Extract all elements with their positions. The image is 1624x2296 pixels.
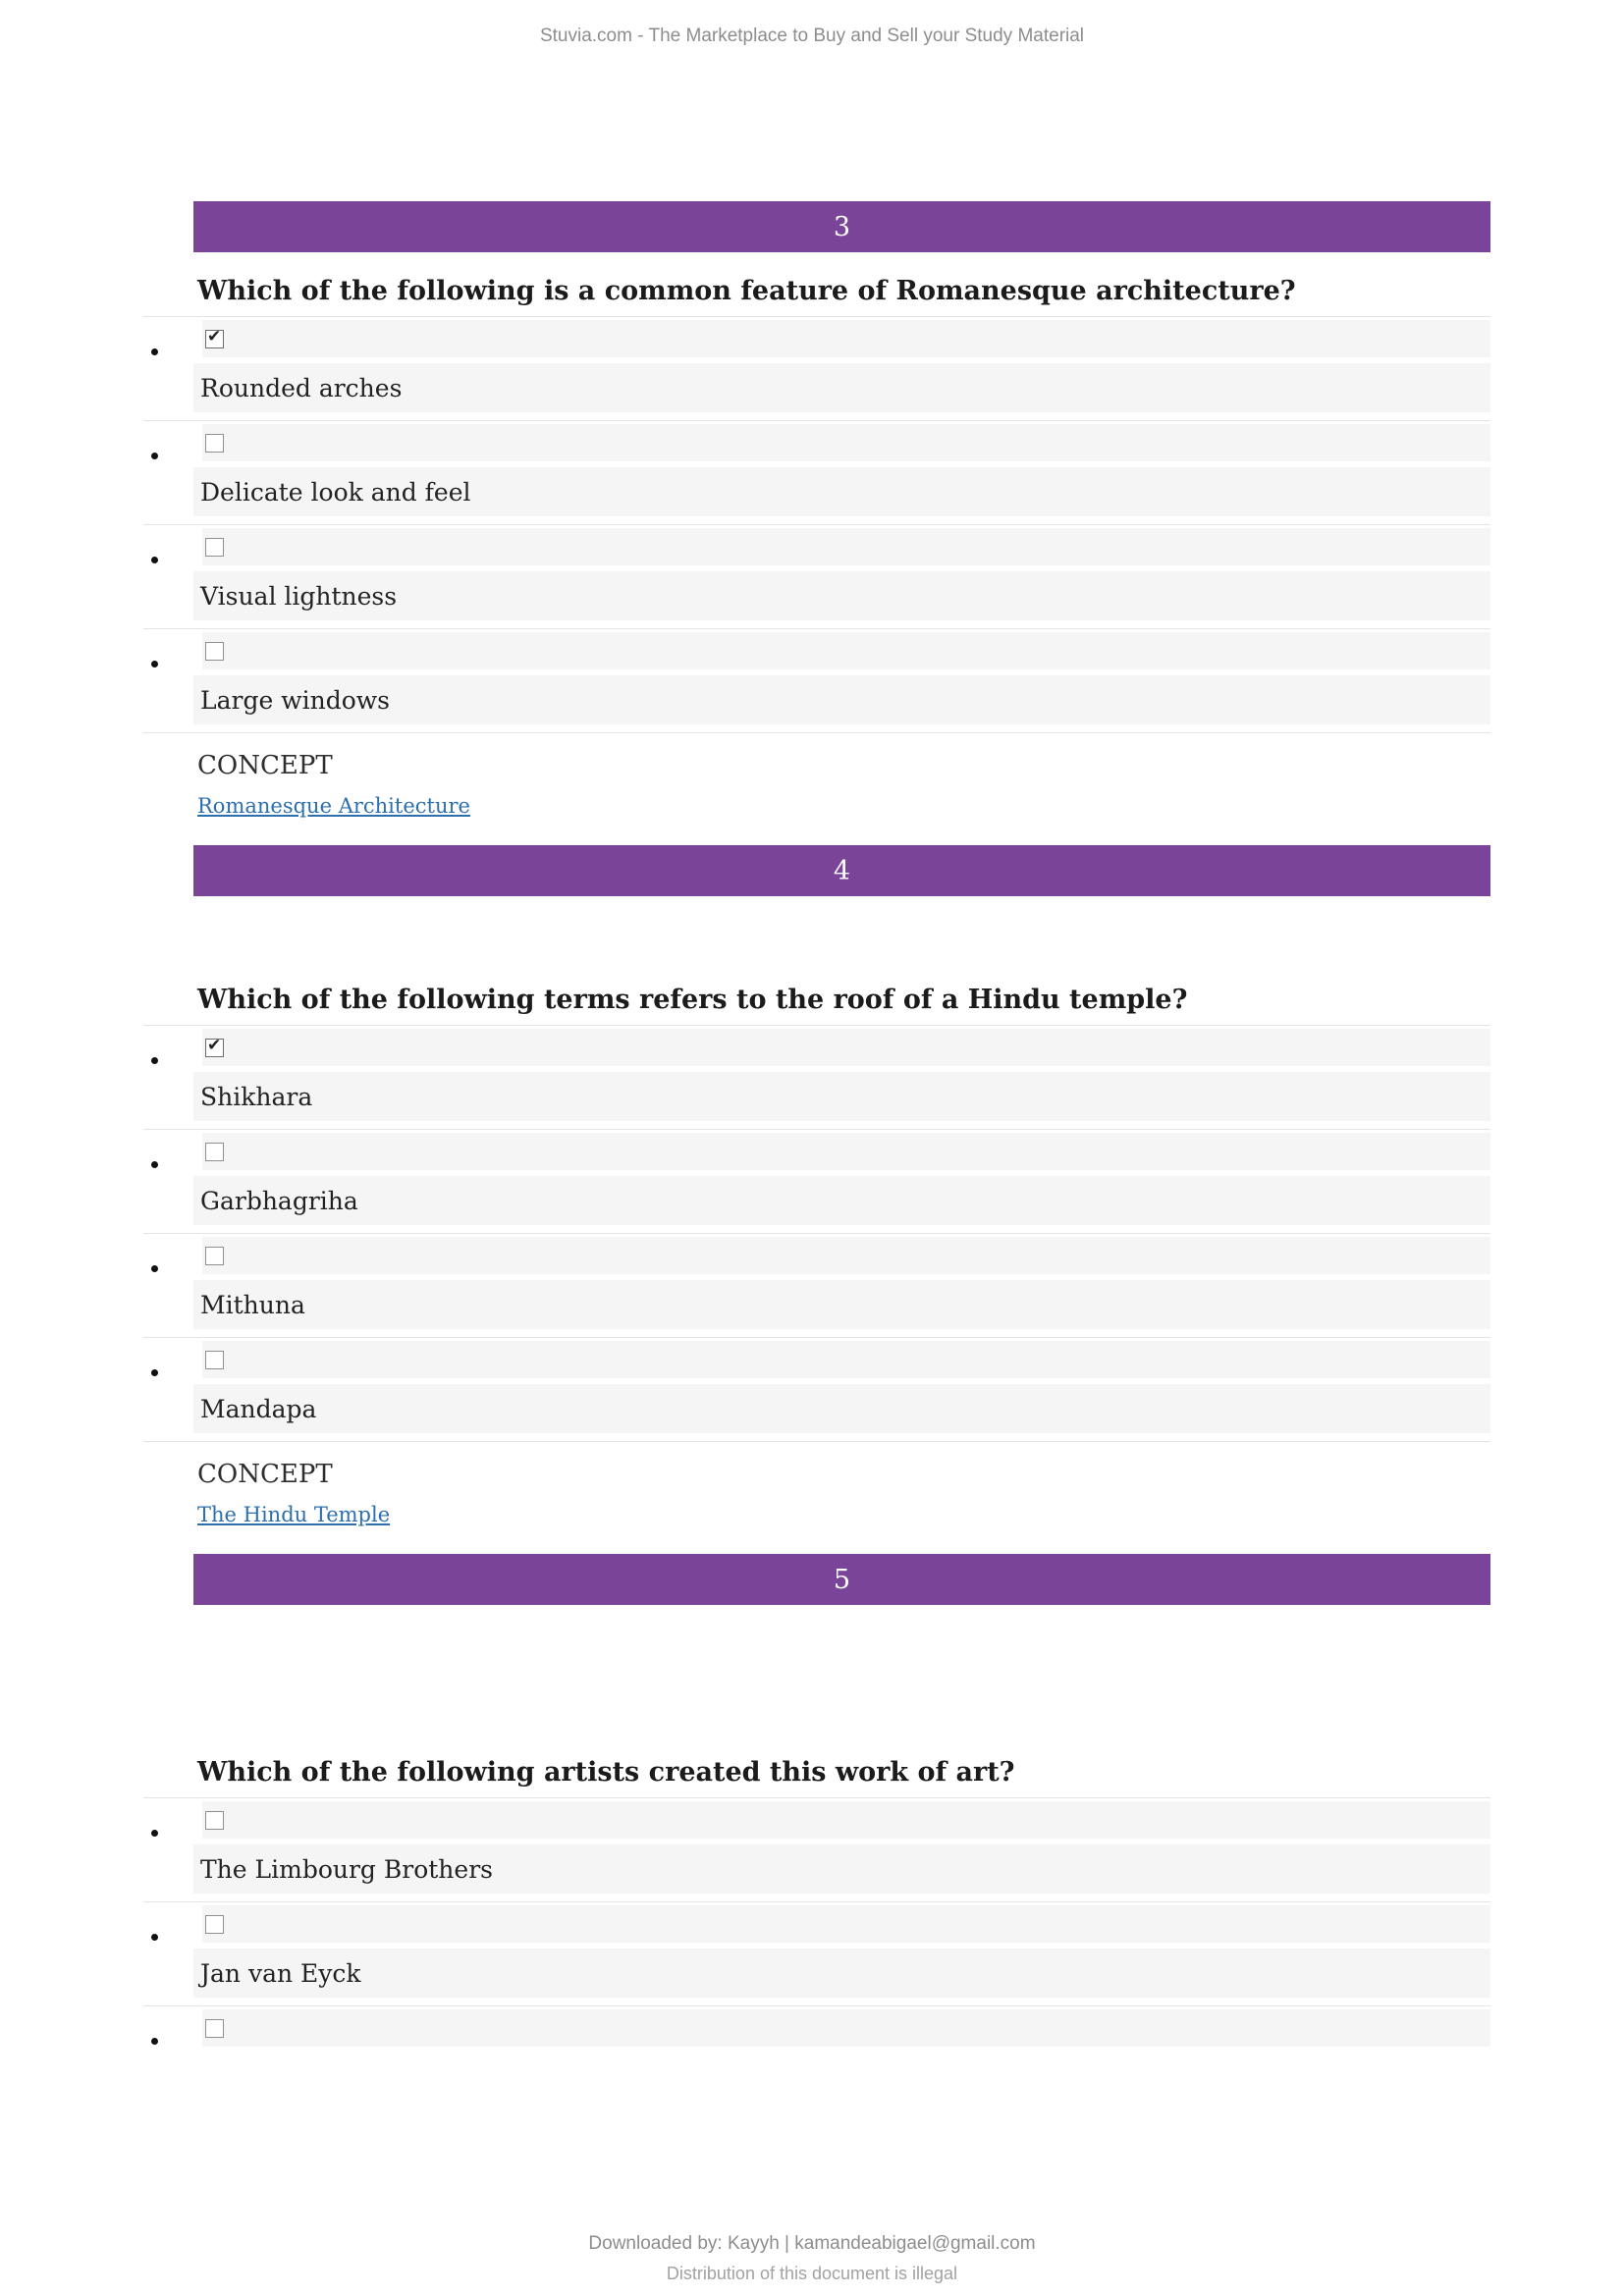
checkbox-icon[interactable]: [205, 1143, 224, 1161]
concept-link[interactable]: The Hindu Temple: [197, 1503, 391, 1526]
answer-label: Mithuna: [193, 1280, 1490, 1329]
checkbox-icon[interactable]: [205, 538, 224, 557]
question-number: 4: [833, 855, 851, 886]
answer-option: [143, 2005, 1490, 2055]
concept-heading: CONCEPT: [197, 751, 333, 780]
answer-options-list: [193, 1797, 1490, 2055]
site-header-text: Stuvia.com - The Marketplace to Buy and Sell your Study Material: [539, 26, 1085, 46]
answer-option: [143, 316, 1490, 420]
question-text: Which of the following artists created this work of art?: [197, 1757, 1015, 1788]
checkbox-icon[interactable]: [205, 1039, 224, 1057]
checkbox-row: [202, 2009, 1490, 2047]
answer-label: Garbhagriha: [193, 1176, 1490, 1225]
checkbox-row: [202, 424, 1490, 461]
checkbox-row: [202, 1341, 1490, 1378]
answer-option: [143, 524, 1490, 628]
page-footer: [0, 2233, 1624, 2284]
checkbox-icon[interactable]: [205, 434, 224, 453]
question-text: Which of the following is a common feature of Romanesque architecture?: [197, 276, 1296, 306]
concept-link-wrap: [197, 1503, 1490, 1526]
document-content: [193, 0, 1490, 2055]
answer-label: Rounded arches: [193, 363, 1490, 412]
question-number: 3: [833, 211, 851, 242]
checkbox-row: [202, 1905, 1490, 1943]
checkbox-icon[interactable]: [205, 1915, 224, 1934]
answer-options-list: [193, 316, 1490, 733]
checkbox-row: [202, 632, 1490, 669]
answer-option: [143, 1901, 1490, 2005]
question-number-banner: [193, 1554, 1490, 1605]
answer-label: Delicate look and feel: [193, 467, 1490, 516]
checkbox-icon[interactable]: [205, 330, 224, 348]
answer-label: The Limbourg Brothers: [193, 1844, 1490, 1894]
checkbox-row: [202, 1237, 1490, 1274]
question-number-banner: [193, 845, 1490, 896]
checkbox-icon[interactable]: [205, 1351, 224, 1369]
checkbox-row: [202, 1029, 1490, 1066]
concept-link[interactable]: Romanesque Architecture: [197, 794, 470, 818]
answer-option: [143, 420, 1490, 524]
question-text: Which of the following terms refers to the roof of a Hindu temple?: [197, 985, 1188, 1015]
checkbox-row: [202, 1801, 1490, 1839]
checkbox-icon[interactable]: [205, 642, 224, 661]
checkbox-icon[interactable]: [205, 1811, 224, 1830]
checkbox-icon[interactable]: [205, 1247, 224, 1265]
question-number-banner: [193, 201, 1490, 252]
answer-option: [143, 1337, 1490, 1442]
checkbox-icon[interactable]: [205, 2019, 224, 2038]
answer-options-list: [193, 1025, 1490, 1442]
answer-option: [143, 1233, 1490, 1337]
answer-label: Shikhara: [193, 1072, 1490, 1121]
question-number: 5: [833, 1564, 851, 1595]
distribution-warning-text: Distribution of this document is illegal: [666, 2264, 958, 2283]
checkbox-row: [202, 1133, 1490, 1170]
answer-label: Visual lightness: [193, 571, 1490, 620]
checkbox-row: [202, 320, 1490, 357]
concept-link-wrap: [197, 794, 1490, 818]
answer-label: Large windows: [193, 675, 1490, 724]
checkbox-row: [202, 528, 1490, 565]
question-3-section: [193, 201, 1490, 818]
answer-option: [143, 1797, 1490, 1901]
answer-label: Jan van Eyck: [193, 1949, 1490, 1998]
answer-option: [143, 628, 1490, 733]
concept-heading: CONCEPT: [197, 1460, 333, 1489]
answer-option: [143, 1129, 1490, 1233]
question-5-section: [193, 1554, 1490, 2055]
downloaded-by-text: Downloaded by: Kayyh | kamandeabigael@gmail.com: [588, 2233, 1036, 2254]
question-4-section: [193, 845, 1490, 1526]
answer-option: [143, 1025, 1490, 1129]
answer-label: Mandapa: [193, 1384, 1490, 1433]
